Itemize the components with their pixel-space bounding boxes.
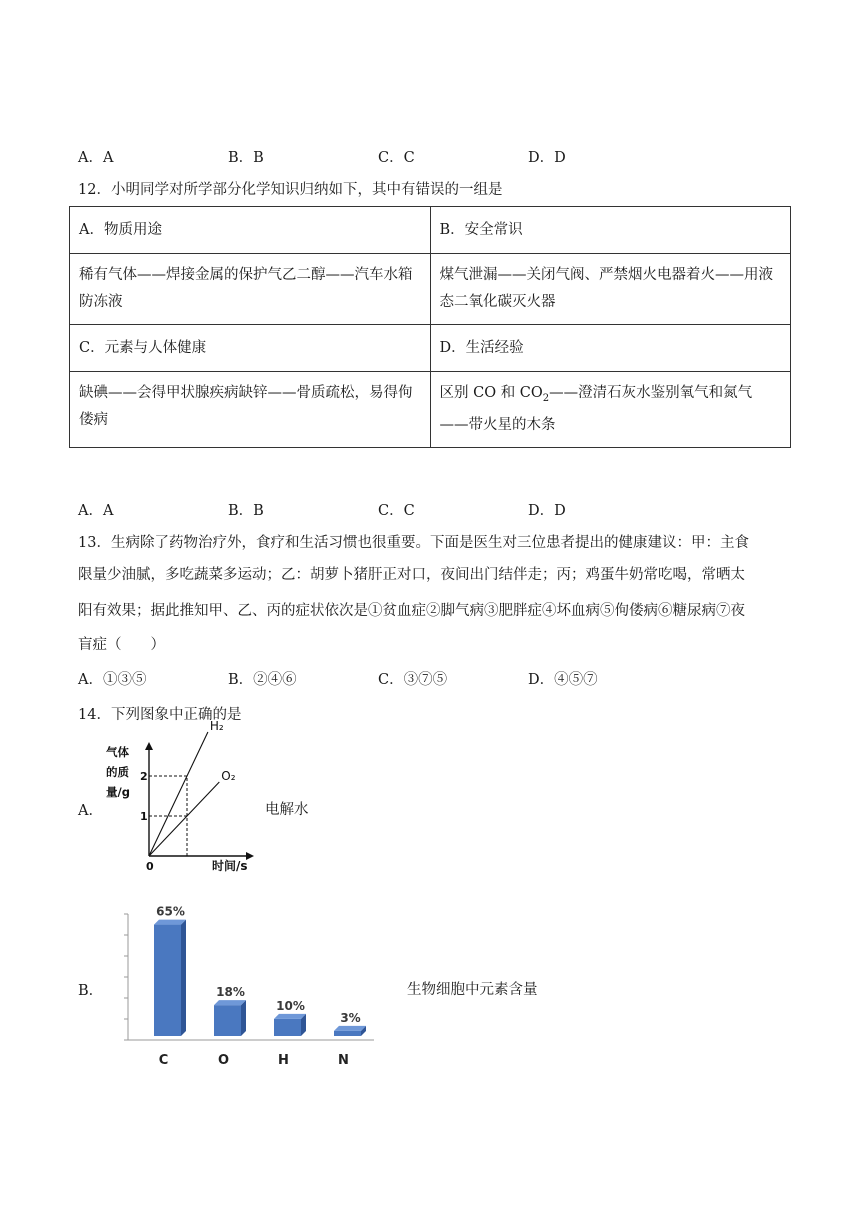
bar-C — [154, 925, 181, 1036]
bar-data-label-H: 10% — [276, 998, 305, 1013]
q12-cell-d-text-post: ——澄清石灰水鉴别氧气和氮气——带火星的木条 — [439, 385, 753, 433]
q11-option-a: A．A — [78, 150, 114, 166]
bar-category-label-H: H — [278, 1053, 289, 1068]
q14-stem: 14．下列图象中正确的是 — [78, 707, 242, 723]
q12-cell-b-body: 煤气泄漏——关闭气阀、严禁烟火电器着火——用液态二氧化碳灭火器 — [430, 254, 791, 325]
q12-cell-c-body: 缺碘——会得甲状腺疾病缺锌——骨质疏松，易得佝偻病 — [70, 372, 431, 448]
q12-table — [69, 206, 791, 448]
q13-option-d: D．④⑤⑦ — [528, 672, 598, 688]
y-tick-label-1: 1 — [140, 810, 148, 823]
bar-data-label-C: 65% — [156, 904, 185, 919]
q12-cell-d-text-pre: 区别 CO 和 CO — [439, 385, 543, 401]
bar-category-label-C: C — [158, 1053, 169, 1068]
x-axis-label: 时间/s — [212, 859, 248, 873]
q13-option-b: B．②④⑥ — [228, 672, 297, 688]
origin-label: 0 — [146, 860, 154, 873]
bar-N — [334, 1031, 361, 1036]
bar-H — [274, 1019, 301, 1036]
q11-option-c: C．C — [378, 150, 415, 166]
q12-stem: 12．小明同学对所学部分化学知识归纳如下，其中有错误的一组是 — [78, 182, 503, 198]
bar-top-H — [274, 1014, 306, 1019]
q13-stem-line-4: 盲症（ ） — [78, 637, 165, 653]
y-axis-label-line-1: 气体 — [106, 745, 129, 759]
q11-option-b: B．B — [228, 150, 264, 166]
h2-series-label: H₂ — [209, 719, 224, 733]
q13-option-a: A．①③⑤ — [78, 672, 147, 688]
bar-data-label-N: 3% — [340, 1010, 361, 1025]
q12-option-c: C．C — [378, 503, 415, 519]
bar-category-label-O: O — [217, 1053, 230, 1068]
q12-option-d: D．D — [528, 503, 566, 519]
q13-stem-line-2: 限量少油腻，多吃蔬菜多运动；乙：胡萝卜猪肝正对口，夜间出门结伴走；丙；鸡蛋牛奶常吃喝，常晒太 — [78, 567, 745, 583]
element-content-bar-chart — [118, 902, 380, 1072]
q14-option-a-caption: 电解水 — [265, 802, 309, 818]
bar-top-C — [154, 920, 186, 925]
o2-series-label: O₂ — [221, 769, 236, 783]
q12-cell-d-subscript: 2 — [542, 392, 550, 404]
q12-cell-a-head: A．物质用途 — [70, 207, 431, 254]
q13-stem-line-1: 13．生病除了药物治疗外，食疗和生活习惯也很重要。下面是医生对三位患者提出的健康建议：甲：主食 — [78, 535, 749, 551]
h2-series-line — [149, 732, 208, 856]
q12-option-a: A．A — [78, 503, 114, 519]
q13-stem-line-3: 阳有效果；据此推知甲、乙、丙的症状依次是①贫血症②脚气病③肥胖症④坏血病⑤佝偻病⑥糖尿病⑦夜 — [78, 603, 745, 619]
q14-option-b-caption: 生物细胞中元素含量 — [407, 982, 538, 998]
bar-data-label-O: 18% — [216, 985, 245, 1000]
q12-cell-c-head: C．元素与人体健康 — [70, 325, 431, 372]
q12-cell-d-body — [430, 372, 791, 448]
q12-option-b: B．B — [228, 503, 264, 519]
q12-cell-d-head: D．生活经验 — [430, 325, 791, 372]
y-axis-label-line-3: 量/g — [106, 785, 130, 799]
bar-side-O — [241, 1000, 246, 1036]
bar-O — [214, 1005, 241, 1036]
q11-option-d: D．D — [528, 150, 566, 166]
o2-series-line — [149, 782, 219, 856]
q12-cell-a-body: 稀有气体——焊接金属的保护气乙二醇——汽车水箱防冻液 — [70, 254, 431, 325]
bar-side-C — [181, 920, 186, 1036]
bar-top-N — [334, 1026, 366, 1031]
bar-top-O — [214, 1000, 246, 1005]
y-tick-label-2: 2 — [140, 770, 148, 783]
y-axis-label-line-2: 的质 — [106, 765, 129, 779]
q14-option-b-label: B． — [78, 983, 104, 999]
q13-option-c: C．③⑦⑤ — [378, 672, 448, 688]
y-axis-arrow — [145, 742, 153, 750]
bar-category-label-N: N — [338, 1053, 349, 1068]
q14-option-a-label: A． — [78, 803, 103, 819]
electrolysis-line-chart — [100, 719, 270, 878]
q12-cell-b-head: B．安全常识 — [430, 207, 791, 254]
